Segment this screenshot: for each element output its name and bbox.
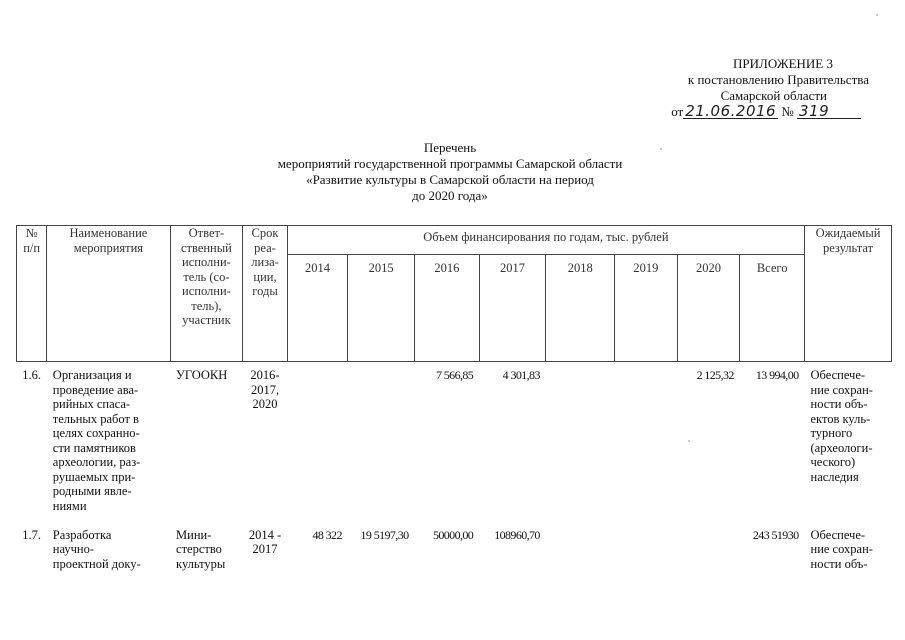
header-year: 2015 xyxy=(348,255,415,362)
appendix-title: ПРИЛОЖЕНИЕ 3 xyxy=(733,56,833,71)
row-value-2016: 7 566,85 xyxy=(435,368,474,382)
header-year: 2016 xyxy=(415,255,480,362)
row-result: Обеспече- ние сохран- ности объ- xyxy=(810,527,873,571)
header-num: № п/п xyxy=(17,226,47,362)
row-number: 1.6. xyxy=(22,368,42,382)
title-line-4: до 2020 года» xyxy=(412,188,488,203)
header-responsible: Ответ- ственный исполни- тель (со- исполни- тель), участник xyxy=(170,226,243,362)
row-value-2018 xyxy=(546,362,615,522)
row-value-2017: 108960,70 xyxy=(494,527,540,542)
row-value-2017: 4 301,83 xyxy=(502,368,540,382)
row-value-2015: 19 5197,30 xyxy=(360,527,409,542)
handwritten-date: 21.06.2016 xyxy=(685,102,777,120)
document-title xyxy=(200,140,700,204)
appendix-resolution-line: к постановлению Правительства xyxy=(687,72,869,87)
appendix-date-line xyxy=(589,104,869,120)
header-funding: Объем финансирования по годам, тыс. рублей xyxy=(287,226,804,255)
table-row xyxy=(17,362,892,522)
header-year: 2018 xyxy=(546,255,615,362)
scan-speck xyxy=(660,148,662,150)
header-year: 2019 xyxy=(615,255,678,362)
row-name: Организация и проведение ава- рийных спаса- тельных работ в целях сохранно- сти памятников археологии, раз- рушаемых при- родными явле- ниями xyxy=(52,368,141,513)
title-line-1: Перечень xyxy=(423,140,477,155)
row-responsible: УГООКН xyxy=(176,368,228,382)
row-responsible: Мини- стерство культуры xyxy=(176,527,226,571)
row-value-2019 xyxy=(615,362,678,522)
header-name: Наименование мероприятия xyxy=(47,226,170,362)
header-year: 2017 xyxy=(479,255,546,362)
appendix-block xyxy=(589,56,869,120)
row-result: Обеспече- ние сохран- ности объ- ектов куль- турного (археологи- ческого) наследия xyxy=(810,368,873,484)
title-line-2: мероприятий государственной программы Самарской области xyxy=(277,156,623,171)
header-term: Срок реа- лиза- ции, годы xyxy=(243,226,287,362)
row-value-total: 243 51930 xyxy=(752,527,799,542)
row-number: 1.7. xyxy=(22,527,42,542)
date-prefix: от xyxy=(671,104,684,119)
scan-speck xyxy=(688,440,690,442)
table-row xyxy=(17,522,892,592)
header-result: Ожидаемый результат xyxy=(805,226,892,362)
title-line-3: «Развитие культуры в Самарской области на период xyxy=(306,172,594,187)
header-total: Всего xyxy=(740,255,805,362)
row-value-2014 xyxy=(287,362,348,522)
handwritten-number: 319 xyxy=(797,104,861,119)
measures-table xyxy=(16,225,892,592)
appendix-region-line: Самарской области xyxy=(720,88,827,103)
row-term: 2016- 2017, 2020 xyxy=(250,368,280,411)
row-value-total: 13 994,00 xyxy=(755,368,799,382)
row-value-2016: 50000,00 xyxy=(432,527,474,542)
header-year: 2020 xyxy=(677,255,740,362)
row-value-2019 xyxy=(615,522,678,592)
row-value-2015 xyxy=(348,362,415,522)
row-value-2020: 2 125,32 xyxy=(696,368,734,382)
number-prefix: № xyxy=(781,104,794,119)
row-name: Разработка научно- проектной доку- xyxy=(52,527,141,571)
scan-speck xyxy=(876,14,878,16)
row-value-2020 xyxy=(677,522,740,592)
header-year: 2014 xyxy=(287,255,348,362)
row-value-2018 xyxy=(546,522,615,592)
row-value-2014: 48 322 xyxy=(312,527,342,542)
row-term: 2014 - 2017 xyxy=(248,527,282,556)
